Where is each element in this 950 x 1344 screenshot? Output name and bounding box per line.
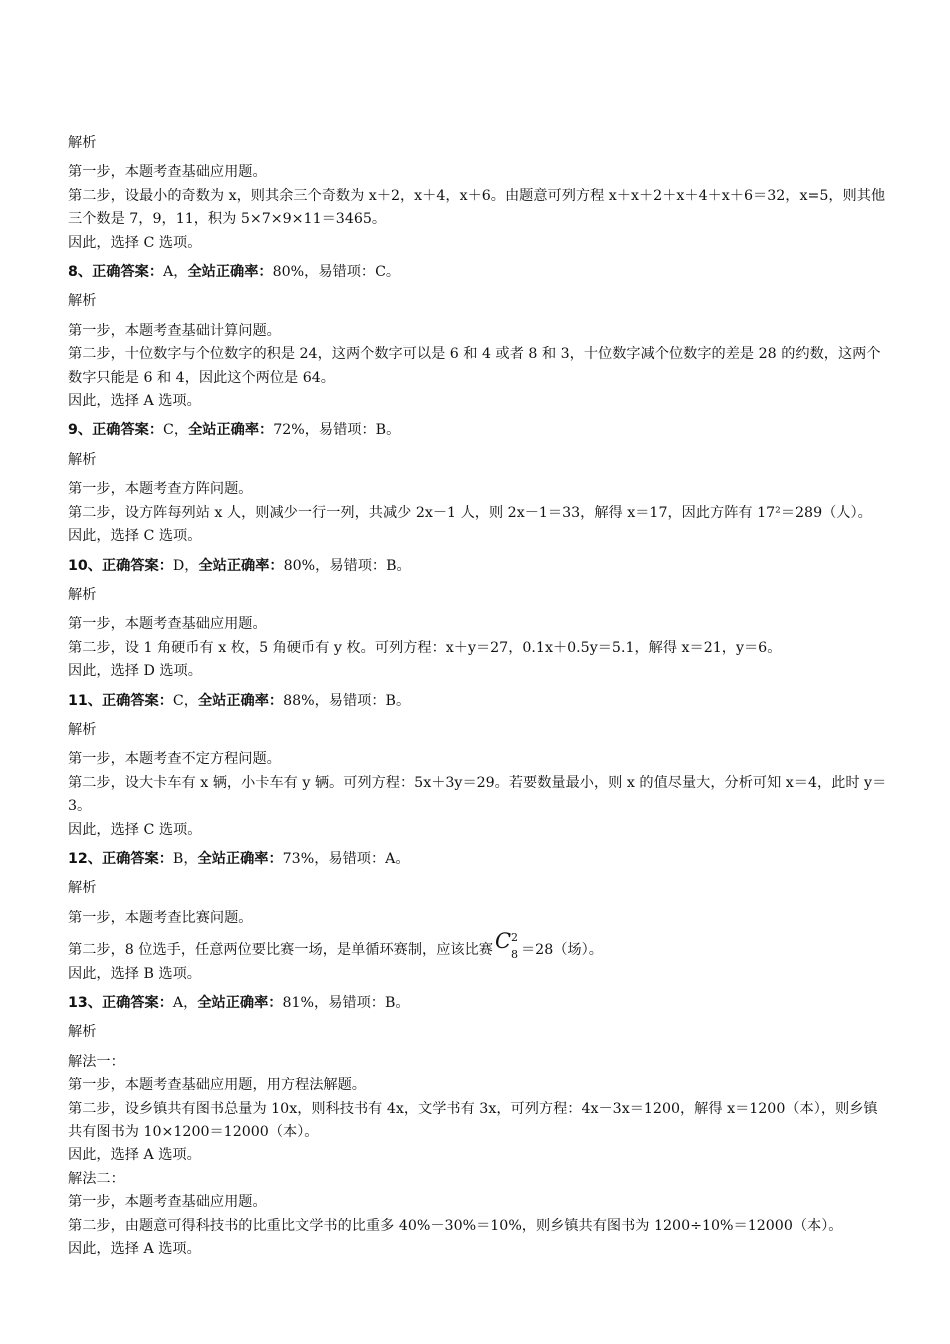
- solution-line: 因此，选择 C 选项。: [68, 821, 202, 838]
- analysis-label: 解析: [68, 293, 97, 310]
- solution-line: 因此，选择 B 选项。: [68, 965, 201, 982]
- solution-line: 第一步，本题考查基础计算问题。: [68, 322, 281, 339]
- solution-line: 第二步，8 位选手，任意两位要比赛一场，是单循环赛制，应该比赛 C 2 8 ＝28（场）。: [68, 929, 603, 962]
- analysis-label: 解析: [68, 135, 97, 151]
- solution-line: 第二步，设最小的奇数为 x，则其余三个奇数为 x＋2，x＋4，x＋6。由题意可列方程 x＋x＋2＋x＋4＋x＋6＝32，x=5，则其他三个数是 7，9，11，积为 5×7×9×11＝3465。: [68, 187, 886, 228]
- solution-line: 因此，选择 A 选项。: [68, 1147, 201, 1164]
- solution-line: 第一步，本题考查基础应用题，用方程法解题。: [68, 1077, 366, 1094]
- solution-line: 第一步，本题考查比赛问题。: [68, 909, 253, 926]
- solution-line: 第二步，由题意可得科技书的比重比文学书的比重多 40%－30%＝10%，则乡镇共有图书为 1200÷10%＝12000（本）。: [68, 1217, 843, 1234]
- solution-line: 因此，选择 A 选项。: [68, 393, 201, 410]
- solution-line: 因此，选择 C 选项。: [68, 528, 202, 545]
- solution-line: 解法二：: [68, 1170, 125, 1187]
- analysis-label: 解析: [68, 721, 97, 738]
- solution-line: 因此，选择 C 选项。: [68, 234, 202, 251]
- solution-line: 第一步，本题考查不定方程问题。: [68, 751, 281, 768]
- solution-line: 第一步，本题考查方阵问题。: [68, 481, 253, 498]
- question-12-header: 12、正确答案：B，全站正确率：73%，易错项：A。: [68, 850, 410, 867]
- question-10-header: 10、正确答案：D，全站正确率：80%，易错项：B。: [68, 557, 411, 574]
- combination-formula: C 2 8: [494, 929, 518, 962]
- solutions-page: [68, 132, 888, 1261]
- question-13-header: 13、正确答案：A，全站正确率：81%，易错项：B。: [68, 995, 410, 1011]
- solution-line: 第二步，设乡镇共有图书总量为 10x，则科技书有 4x，文学书有 3x，可列方程：4x－3x＝1200，解得 x＝1200（本），则乡镇共有图书为 10×1200＝12000（本）。: [68, 1100, 878, 1141]
- analysis-label: 解析: [68, 451, 97, 468]
- analysis-label: 解析: [68, 880, 97, 897]
- solution-line: 第一步，本题考查基础应用题。: [68, 616, 267, 633]
- solution-line: 第一步，本题考查基础应用题。: [68, 1194, 267, 1211]
- question-11-header: 11、正确答案：C，全站正确率：88%，易错项：B。: [68, 692, 411, 709]
- solution-line: 第二步，十位数字与个位数字的积是 24，这两个数字可以是 6 和 4 或者 8 和 3，十位数字减个位数字的差是 28 的约数，这两个数字只能是 6 和 4，因此这个两位是 64。: [68, 346, 881, 386]
- solution-line: 第二步，设方阵每列站 x 人，则减少一行一列，共减少 2x－1 人，则 2x－1＝33，解得 x＝17，因此方阵有 17²＝289（人）。: [68, 504, 872, 521]
- analysis-label: 解析: [68, 586, 97, 603]
- solution-line: 第一步，本题考查基础应用题。: [68, 164, 267, 181]
- solution-line: 第二步，设 1 角硬币有 x 枚，5 角硬币有 y 枚。可列方程：x＋y＝27，0.1x＋0.5y＝5.1，解得 x＝21，y＝6。: [68, 639, 782, 656]
- solution-line: 第二步，设大卡车有 x 辆，小卡车有 y 辆。可列方程：5x＋3y＝29。若要数量最小，则 x 的值尽量大，分析可知 x＝4，此时 y＝3。: [68, 774, 887, 815]
- question-9-header: 9、正确答案：C，全站正确率：72%，易错项：B。: [68, 422, 401, 439]
- solution-line: 因此，选择 D 选项。: [68, 663, 202, 680]
- solution-line: 因此，选择 A 选项。: [68, 1241, 201, 1258]
- question-8-header: 8、正确答案：A，全站正确率：80%，易错项：C。: [68, 264, 401, 281]
- analysis-label: 解析: [68, 1024, 97, 1041]
- solution-line: 解法一：: [68, 1053, 125, 1070]
